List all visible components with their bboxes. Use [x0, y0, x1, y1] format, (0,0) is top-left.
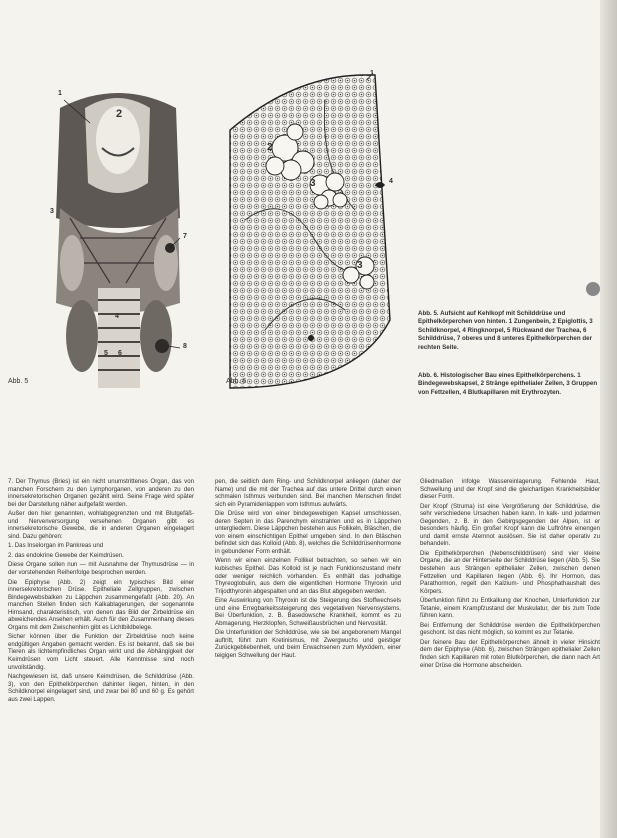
callout-2: 2 [116, 108, 123, 120]
paragraph: pen, die seitlich dem Ring- und Schildknorpel anliegen (daher der Name) und die mit der Trachea auf das untere Drittel durch einen schmalen Isthmus verbunden sind. Bei manchen Menschen findet sich ein Pyramidenlappen vom Isthmus aufwärts. [215, 478, 401, 508]
paragraph: Außer den hier genannten, wohlabgegrenzten und mit Blutgefäß- und Nervenversorgung versehenen Organen gibt es innersekretorische Gewebe, die in anderen Organen eingelagert sind. Dazu gehören: [8, 510, 194, 540]
paragraph: Sicher können über die Funktion der Zirbeldrüse noch keine endgültigen Angaben gemacht werden. Es ist bekannt, daß sie bei Tieren als lichtempfindliches Organ wirkt und die Abhängigkeit der Keimdrüsen vom Licht steuert. Alle Kenntnisse sind noch unvollständig. [8, 633, 194, 671]
figure-label-abb5: Abb. 5 [8, 378, 29, 385]
paragraph: 1. Das Inselorgan im Pankreas und [8, 542, 104, 550]
callout-4: 4 [389, 178, 393, 185]
paragraph: 2. das endokrine Gewebe der Keimdrüsen. [8, 551, 124, 559]
text-column-1 [8, 478, 194, 705]
text-column-2 [215, 478, 401, 662]
scan-edge-shadow [600, 0, 617, 838]
callout-4: 4 [115, 313, 119, 320]
callout-6: 6 [118, 350, 122, 357]
callout-7: 7 [183, 233, 187, 240]
callout-5: 5 [104, 350, 108, 357]
text-column-3 [420, 478, 600, 671]
paragraph: 7. Der Thymus (Bries) ist ein nicht unumstrittenes Organ, das von manchen Forschern zu den Lymphorganen, von anderen zu den innersekretorischen Organen gezählt wird. Seine Frage wird später bei der Darstellung näher aufgefaßt werden. [8, 478, 194, 508]
caption-abb5: Abb. 5. Aufsicht auf Kehlkopf mit Schilddrüse und Epithelkörperchen von hinten. 1 Zungenbein, 2 Epiglottis, 3 Schildknorpel, 4 Ringknorpel, 5 Rückwand der Trachea, 6 Schilddrüse, 7 oberes und 8 unteres Epithelkörperchen der rechten Seite. [418, 310, 593, 351]
larynx-illustration [30, 88, 205, 390]
scan-mark [586, 282, 600, 296]
histology-illustration [225, 70, 410, 390]
callout-3: 3 [50, 208, 54, 215]
callout-1: 1 [58, 90, 62, 97]
paragraph: Gliedmaßen infolge Wassereinlagerung. Fehlende Haut, Schwellung und der Kropf sind die gleichartigen Krankheitsbilder dieser Form. [420, 478, 600, 501]
paragraph: Wenn wir einen einzelnen Follikel betrachten, so sehen wir ein kubisches Epithel. Das Kolloid ist je nach Funktionszustand mehr oder weniger reichlich vorhanden. Es enthält das jodhaltige Thyreoglobulin, aus dem die eigentlichen Hormone Thyroxin und Trijodthyronin abgespalten und an das Blut abgegeben werden. [215, 557, 401, 595]
figure-abb5 [30, 88, 205, 390]
caption-abb6: Abb. 6. Histologischer Bau eines Epithelkörperchens. 1 Bindegewebskapsel, 2 Stränge epithelialer Zellen, 3 Gruppen von Fettzellen, 4 Blutkapillaren mit Erythrozyten. [418, 372, 598, 396]
paragraph: Diese Organe sollen nun — mit Ausnahme der Thymusdrüse — in der vorstehenden Reihenfolge besprochen werden. [8, 561, 194, 577]
paragraph: Der feinere Bau der Epithelkörperchen ähnelt in vieler Hinsicht dem der Epiphyse (Abb. 6), zwischen Strängen epithelialer Zellen finden sich Kapillaren mit roten Blutkörperchen, die dann nach Art einer Drüse die Hormone abscheiden. [420, 638, 600, 669]
paragraph: Die Epiphyse (Abb. 2) zeigt ein typisches Bild einer innersekretorischen Drüse. Epitheliale Zellgruppen, zwischen Bindegewebsbalken zu Läppchen zusammengefaßt (Abb. 20). An manchen Stellen finden sich Kalkablagerungen, der sogenannte Hirnsand, charakteristisch, von denen das Bild der Zirbeldrüse ein abweichendes Ansehen erhält. Auch für den Zusammenhang dieses Organs mit dem Zwischenhirn gibt es Lichtbildbelege. [8, 578, 194, 631]
paragraph: Die Drüse wird von einer bindegewebigen Kapsel umschlossen, deren Septen in das Parenchym einstrahlen und es in Läppchen untergliedern. Diese Läppchen bestehen aus Follikeln, Bläschen, die von einem einschichtigen Epithel umgeben sind. In den Bläschen befindet sich das Kolloid (Abb. 8), welches die Schilddrüsenhormone in gebundener Form enthält. [215, 510, 401, 555]
paragraph: Die Epithelkörperchen (Nebenschilddrüsen) sind vier kleine Organe, die an der Hinterseite der Schilddrüse liegen (Abb. 5). Sie bestehen aus Strängen epithelialer Zellen, zwischen denen Fettzellen und Kapillaren liegen (Abb. 6). Ihr Hormon, das Parathormon, regelt den Kalzium- und Phosphathaushalt des Körpers. [420, 549, 600, 595]
paragraph: Die Unterfunktion der Schilddrüse, wie sie bei angeborenem Mangel auftritt, führt zum Kretinismus, mit Zwergwuchs und geistiger Zurückgebliebenheit, und beim Erwachsenen zum Myxödem, einer teigigen Schwellung der Haut. [215, 629, 401, 660]
figure-abb6 [225, 70, 410, 390]
callout-3b: 3 [310, 178, 316, 189]
callout-3a: 2 [267, 142, 273, 153]
callout-3c: 3 [357, 260, 363, 271]
paragraph: Der Kropf (Struma) ist eine Vergrößerung der Schilddrüse, die sehr verschiedene Ursachen haben kann. In kalk- und jodarmen Gegenden, z. B. in den Gebirgsgegenden der Alpen, ist er besonders häufig. Ein großer Kropf kann die Luftröhre einengen und damit ernste Atemnot auslösen. Sie ist daher operativ zu behandeln. [420, 502, 600, 548]
paragraph: Bei Entfernung der Schilddrüse werden die Epithelkörperchen geschont. Ist das nicht möglich, so kommt es zur Tetanie. [420, 621, 600, 637]
figure-label-abb6: Abb. 6 [226, 378, 247, 385]
callout-8: 8 [183, 343, 187, 350]
paragraph: Überfunktion führt zu Entkalkung der Knochen, Unterfunktion zur Tetanie, einem Krampfzustand der Muskulatur, der bis zum Tode führen kann. [420, 597, 600, 620]
callout-1: 1 [370, 70, 374, 77]
paragraph: Eine Auswirkung von Thyroxin ist die Steigerung des Stoffwechsels und eine Erregbarkeitssteigerung des vegetativen Nervensystems. Bei Überfunktion, z. B. Basedowsche Krankheit, kommt es zu Abmagerung, Herzklopfen, Schweißausbrüchen und Nervosität. [215, 597, 401, 627]
paragraph: Nachgewiesen ist, daß unsere Keimdrüsen, die Schilddrüse (Abb. 3), von den Epithelkörperchen dahinter liegen, hinten, in den Schildknorpel eingelagert sind, und zwar bei 80 und 60 g. Es gehört aus zwei Lappen. [8, 673, 194, 703]
